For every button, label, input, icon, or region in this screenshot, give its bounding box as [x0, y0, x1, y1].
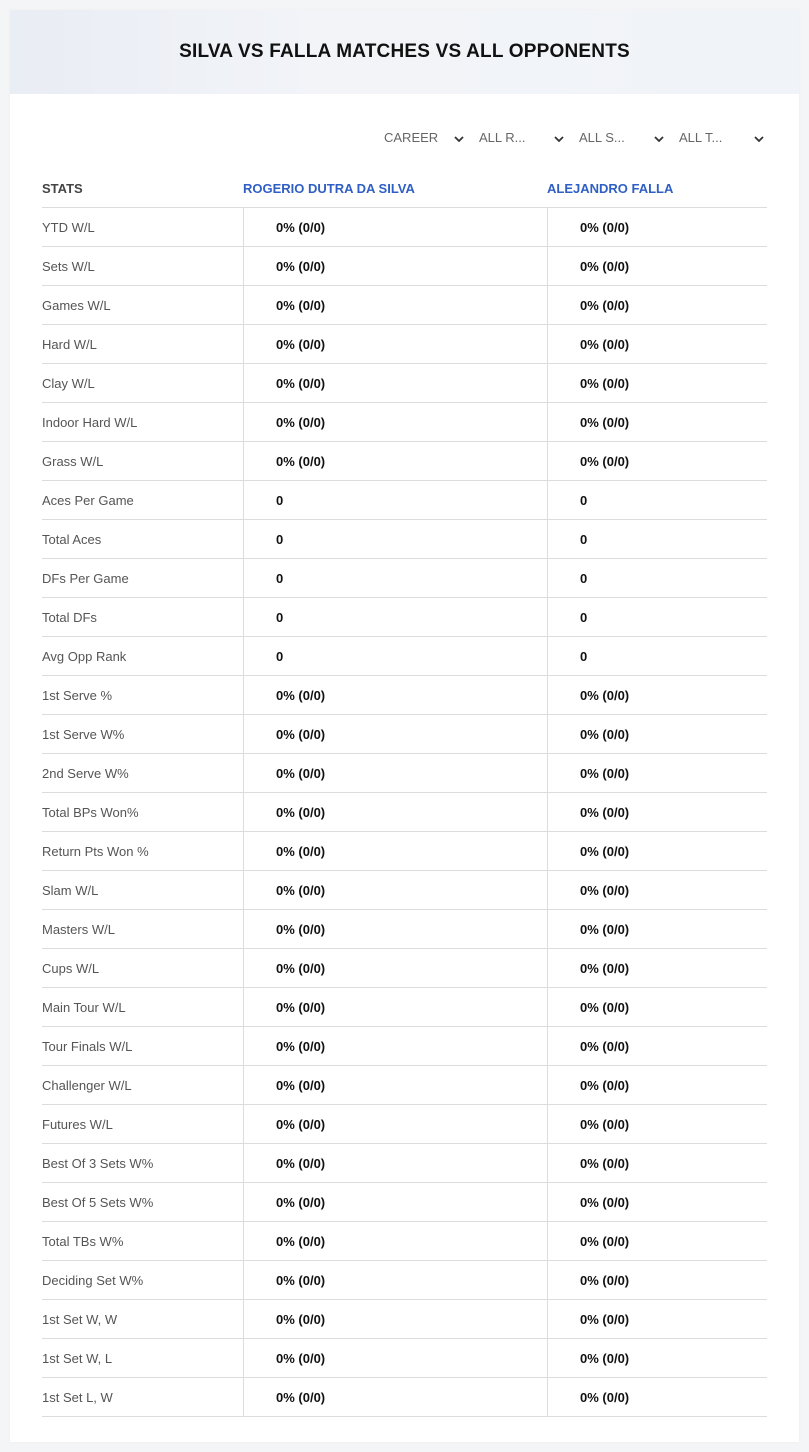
player1-value: 0% (0/0) — [243, 871, 547, 909]
stat-label: Aces Per Game — [42, 492, 134, 508]
chevron-down-icon — [454, 132, 464, 142]
player2-value: 0% (0/0) — [547, 676, 767, 714]
player2-value: 0% (0/0) — [547, 1105, 767, 1143]
player2-value: 0% (0/0) — [547, 910, 767, 948]
player2-value: 0% (0/0) — [547, 1300, 767, 1338]
stat-label: Sets W/L — [42, 258, 95, 274]
table-row — [42, 949, 767, 988]
player2-value: 0% (0/0) — [547, 403, 767, 441]
table-row — [42, 1222, 767, 1261]
stat-label: Masters W/L — [42, 921, 115, 937]
player2-value: 0% (0/0) — [547, 871, 767, 909]
stat-label: Return Pts Won % — [42, 843, 149, 859]
player2-value: 0% (0/0) — [547, 247, 767, 285]
player2-value: 0% (0/0) — [547, 1378, 767, 1416]
player2-value: 0 — [547, 520, 767, 558]
stat-label: Total BPs Won% — [42, 804, 139, 820]
player2-value: 0% (0/0) — [547, 754, 767, 792]
player2-value: 0% (0/0) — [547, 1261, 767, 1299]
filter-value: CAREER — [384, 129, 439, 145]
player1-value: 0% (0/0) — [243, 1105, 547, 1143]
stats-table — [42, 168, 767, 1417]
player2-value: 0% (0/0) — [547, 1027, 767, 1065]
table-row — [42, 598, 767, 637]
stat-label: Clay W/L — [42, 375, 95, 391]
player1-value: 0% (0/0) — [243, 988, 547, 1026]
player1-value: 0% (0/0) — [243, 754, 547, 792]
player2-value: 0% (0/0) — [547, 364, 767, 402]
player1-value: 0% (0/0) — [243, 1339, 547, 1377]
player2-value: 0% (0/0) — [547, 832, 767, 870]
column-header-player2-link[interactable]: ALEJANDRO FALLA — [547, 181, 674, 196]
player2-value: 0 — [547, 598, 767, 636]
player2-value: 0% (0/0) — [547, 949, 767, 987]
stat-label: 1st Set W, L — [42, 1350, 113, 1366]
filter-career-select[interactable] — [384, 126, 464, 148]
player1-value: 0% (0/0) — [243, 325, 547, 363]
table-row — [42, 910, 767, 949]
table-row — [42, 286, 767, 325]
stat-label: Cups W/L — [42, 960, 100, 976]
player2-value: 0% (0/0) — [547, 442, 767, 480]
table-row — [42, 1027, 767, 1066]
table-row — [42, 1144, 767, 1183]
filter-round-select[interactable] — [479, 126, 564, 148]
player1-value: 0% (0/0) — [243, 1066, 547, 1104]
player1-value: 0% (0/0) — [243, 715, 547, 753]
stat-label: 1st Serve % — [42, 687, 113, 703]
stat-label: Total Aces — [42, 531, 102, 547]
stat-label: Hard W/L — [42, 336, 97, 352]
player1-value: 0% (0/0) — [243, 1183, 547, 1221]
player1-value: 0% (0/0) — [243, 1222, 547, 1260]
player1-value: 0% (0/0) — [243, 403, 547, 441]
stat-label: Challenger W/L — [42, 1077, 132, 1093]
table-row — [42, 1300, 767, 1339]
player1-value: 0% (0/0) — [243, 364, 547, 402]
stat-label: Games W/L — [42, 297, 111, 313]
table-row — [42, 832, 767, 871]
filter-value: ALL R... — [479, 129, 526, 145]
table-row — [42, 247, 767, 286]
stat-label: Total TBs W% — [42, 1233, 124, 1249]
player2-value: 0% (0/0) — [547, 208, 767, 246]
player1-value: 0% (0/0) — [243, 1300, 547, 1338]
player2-value: 0% (0/0) — [547, 1222, 767, 1260]
stat-label: Best Of 5 Sets W% — [42, 1194, 154, 1210]
chevron-down-icon — [654, 132, 664, 142]
table-row — [42, 442, 767, 481]
table-row — [42, 1261, 767, 1300]
player1-value: 0 — [243, 481, 547, 519]
player1-value: 0% (0/0) — [243, 1261, 547, 1299]
stat-label: YTD W/L — [42, 219, 95, 235]
table-row — [42, 1066, 767, 1105]
stat-label: 1st Set W, W — [42, 1311, 118, 1327]
player1-value: 0 — [243, 520, 547, 558]
player2-value: 0% (0/0) — [547, 1144, 767, 1182]
stat-label: Best Of 3 Sets W% — [42, 1155, 154, 1171]
player1-value: 0% (0/0) — [243, 832, 547, 870]
column-header-player1-link[interactable]: ROGERIO DUTRA DA SILVA — [243, 181, 415, 196]
table-row — [42, 676, 767, 715]
stat-label: Futures W/L — [42, 1116, 113, 1132]
filter-value: ALL T... — [679, 129, 723, 145]
stat-label: 1st Serve W% — [42, 726, 125, 742]
player2-value: 0% (0/0) — [547, 286, 767, 324]
player1-value: 0% (0/0) — [243, 1027, 547, 1065]
table-header — [42, 168, 767, 208]
player1-value: 0 — [243, 598, 547, 636]
stats-card — [10, 10, 799, 1442]
player1-value: 0% (0/0) — [243, 208, 547, 246]
table-row — [42, 208, 767, 247]
table-row — [42, 559, 767, 598]
stat-label: 1st Set L, W — [42, 1389, 113, 1405]
player2-value: 0% (0/0) — [547, 715, 767, 753]
player1-value: 0 — [243, 637, 547, 675]
player2-value: 0 — [547, 637, 767, 675]
table-row — [42, 988, 767, 1027]
card-header — [10, 10, 799, 94]
stat-label: Main Tour W/L — [42, 999, 126, 1015]
stat-label: Tour Finals W/L — [42, 1038, 133, 1054]
column-header-stats: STATS — [42, 181, 83, 196]
player1-value: 0% (0/0) — [243, 949, 547, 987]
filter-value: ALL S... — [579, 129, 625, 145]
filter-tournament-select[interactable] — [679, 126, 764, 148]
player2-value: 0% (0/0) — [547, 1066, 767, 1104]
player2-value: 0% (0/0) — [547, 325, 767, 363]
stat-label: Grass W/L — [42, 453, 104, 469]
player2-value: 0% (0/0) — [547, 1339, 767, 1377]
player2-value: 0% (0/0) — [547, 1183, 767, 1221]
stat-label: 2nd Serve W% — [42, 765, 129, 781]
table-row — [42, 325, 767, 364]
table-row — [42, 793, 767, 832]
stat-label: Deciding Set W% — [42, 1272, 144, 1288]
player1-value: 0% (0/0) — [243, 676, 547, 714]
table-row — [42, 1339, 767, 1378]
table-row — [42, 1105, 767, 1144]
table-row — [42, 403, 767, 442]
table-body — [42, 208, 767, 1417]
player2-value: 0% (0/0) — [547, 793, 767, 831]
chevron-down-icon — [554, 132, 564, 142]
stat-label: Total DFs — [42, 609, 97, 625]
player2-value: 0 — [547, 559, 767, 597]
stat-label: DFs Per Game — [42, 570, 129, 586]
player1-value: 0% (0/0) — [243, 286, 547, 324]
table-row — [42, 481, 767, 520]
chevron-down-icon — [754, 132, 764, 142]
stat-label: Avg Opp Rank — [42, 648, 127, 664]
player1-value: 0% (0/0) — [243, 247, 547, 285]
player1-value: 0% (0/0) — [243, 1378, 547, 1416]
table-row — [42, 871, 767, 910]
player1-value: 0% (0/0) — [243, 793, 547, 831]
table-row — [42, 364, 767, 403]
table-row — [42, 754, 767, 793]
player1-value: 0% (0/0) — [243, 910, 547, 948]
table-row — [42, 637, 767, 676]
player1-value: 0% (0/0) — [243, 1144, 547, 1182]
player2-value: 0 — [547, 481, 767, 519]
table-row — [42, 1183, 767, 1222]
filter-bar — [10, 126, 799, 148]
filter-surface-select[interactable] — [579, 126, 664, 148]
player1-value: 0% (0/0) — [243, 442, 547, 480]
table-row — [42, 1378, 767, 1417]
stat-label: Slam W/L — [42, 882, 99, 898]
player1-value: 0 — [243, 559, 547, 597]
table-row — [42, 715, 767, 754]
table-row — [42, 520, 767, 559]
player2-value: 0% (0/0) — [547, 988, 767, 1026]
page-title: SILVA VS FALLA MATCHES VS ALL OPPONENTS — [179, 41, 630, 62]
stat-label: Indoor Hard W/L — [42, 414, 138, 430]
